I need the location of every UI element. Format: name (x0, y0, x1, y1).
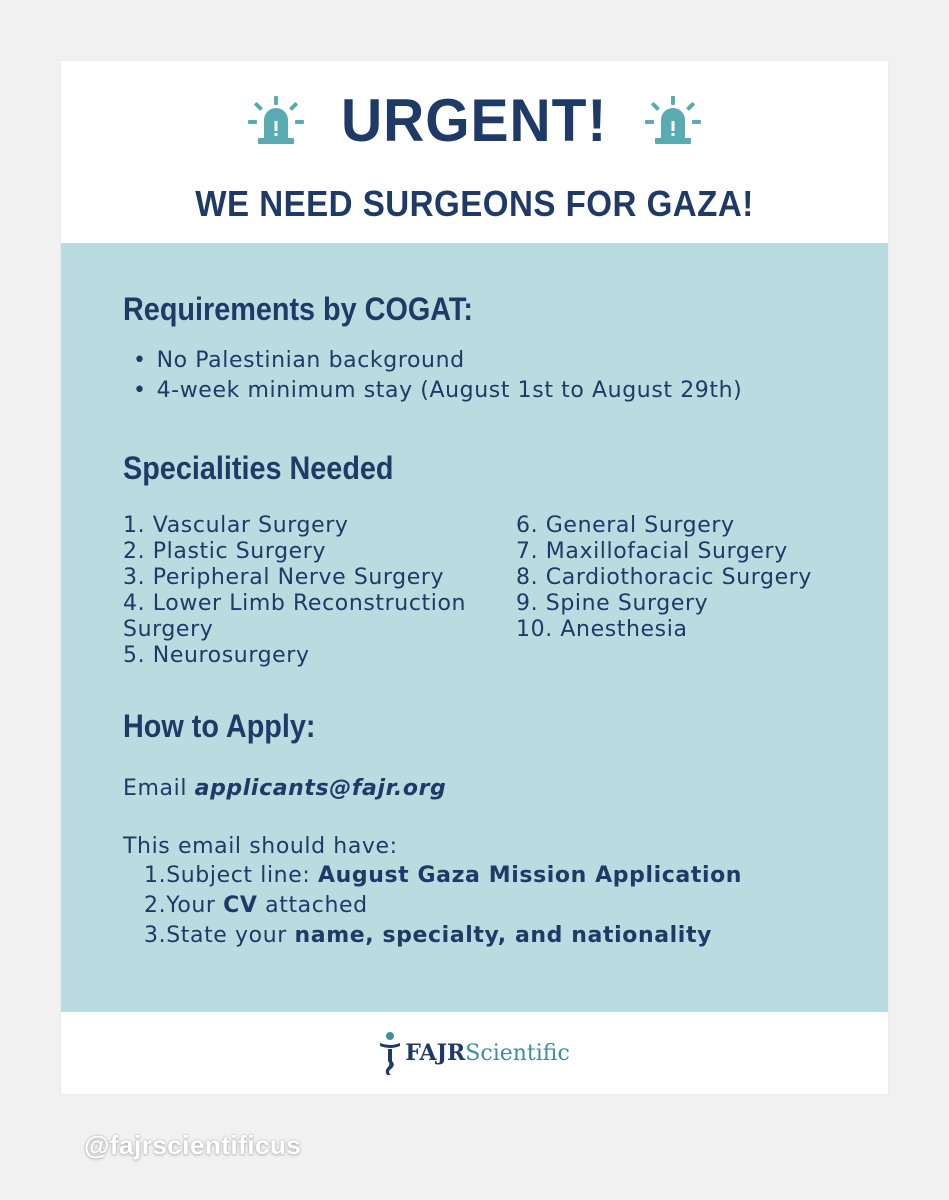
list-item: 2. Plastic Surgery (123, 539, 327, 564)
flyer-header (61, 61, 888, 243)
siren-icon (248, 96, 304, 146)
email-intro: This email should have: (123, 834, 398, 859)
list-item: 1. Vascular Surgery (123, 513, 349, 538)
requirements-heading: Requirements by COGAT: (123, 291, 473, 327)
specialities-heading: Specialities Needed (123, 450, 394, 486)
steps-list (144, 861, 742, 951)
step-text: Subject line: (166, 863, 318, 888)
email-prefix: Email (123, 776, 195, 801)
list-item: 8. Cardiothoracic Surgery (516, 565, 813, 590)
subtitle: WE NEED SURGEONS FOR GAZA! (195, 183, 754, 224)
flyer-card (61, 61, 888, 1094)
fajr-logo (379, 1031, 570, 1075)
step-bold: name, specialty, and nationality (294, 923, 713, 948)
list-item: 5. Neurosurgery (123, 643, 310, 668)
email-link[interactable]: applicants@fajr.org (194, 776, 447, 801)
apply-heading: How to Apply: (123, 708, 316, 744)
siren-icon (645, 96, 701, 146)
list-item (144, 921, 742, 951)
fajr-figure-icon (379, 1031, 401, 1075)
step-text: Your (166, 893, 224, 918)
step-number: 2. (144, 893, 167, 918)
step-text: State your (166, 923, 295, 948)
title-row (61, 87, 888, 154)
social-handle: @fajrscientificus (84, 1130, 302, 1160)
list-item: 9. Spine Surgery (516, 591, 709, 616)
list-item (144, 891, 742, 921)
info-panel (61, 243, 888, 1012)
list-item: 10. Anesthesia (516, 617, 688, 642)
step-number: 3. (144, 923, 167, 948)
list-item: 7. Maxillofacial Surgery (516, 539, 788, 564)
list-item: 4. Lower Limb Reconstruction Surgery (123, 591, 467, 642)
requirements-list (133, 346, 742, 406)
list-item (144, 861, 742, 891)
list-item: • No Palestinian background (133, 346, 742, 376)
footer (61, 1012, 888, 1094)
specialities-list-left (123, 513, 503, 669)
step-after: attached (257, 893, 368, 918)
urgent-title: URGENT! (341, 87, 608, 154)
step-bold: CV (223, 893, 258, 918)
brand-rest: Scientific (465, 1040, 570, 1066)
list-item: 3. Peripheral Nerve Surgery (123, 565, 445, 590)
brand-bold: FAJR (405, 1040, 466, 1066)
step-bold: August Gaza Mission Application (317, 863, 743, 888)
list-item: 6. General Surgery (516, 513, 735, 538)
specialities-list-right (516, 513, 812, 643)
step-number: 1. (144, 863, 167, 888)
email-line (123, 775, 446, 802)
list-item: • 4-week minimum stay (August 1st to August 29th) (133, 376, 742, 406)
